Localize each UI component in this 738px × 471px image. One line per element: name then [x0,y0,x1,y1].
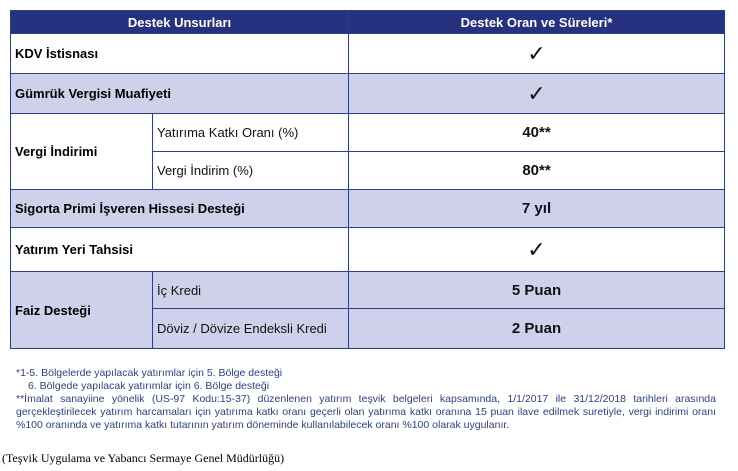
row-label-yatirim-yeri: Yatırım Yeri Tahsisi [11,228,349,272]
table-row [11,228,725,272]
value-sigorta: 7 yıl [349,190,725,228]
table-row [11,114,725,152]
check-icon: ✓ [349,34,725,74]
sub-label-doviz-kredi: Döviz / Dövize Endeksli Kredi [153,309,349,349]
support-table [10,10,725,349]
footnote-2: 6. Bölgede yapılacak yatırımlar için 6. Bölge desteği [28,380,270,392]
table-row [11,272,725,309]
footnote-1: *1-5. Bölgelerde yapılacak yatırımlar için 5. Bölge desteği [16,367,283,379]
row-label-faiz: Faiz Desteği [11,272,153,349]
source-citation: (Teşvik Uygulama ve Yabancı Sermaye Genel Müdürlüğü) [2,451,285,465]
footnotes [16,367,716,432]
sub-label-vergi-indirim: Vergi İndirim (%) [153,152,349,190]
footnote-3: **İmalat sanayiine yönelik (US-97 Kodu:15-37) düzenlenen yatırım teşvik belgeleri kapsamında, 1/1/2017 ile 31/12/2018 tarihleri arasında gerçekleştirilecek yatırım harcamaları için yatırıma katkı oranı geçerli olan yatırıma katkı oranına 15 puan ilave edilmek suretiyle, vergi indirimi oranı %100 oranında ve yatırıma katkı tutarının yatırım döneminde kullanılabilecek oranı %100 olarak uygulanır. [16,393,716,431]
row-label-gumruk: Gümrük Vergisi Muafiyeti [11,74,349,114]
check-icon: ✓ [349,74,725,114]
value-yatirima-katki: 40** [349,114,725,152]
row-label-sigorta: Sigorta Primi İşveren Hissesi Desteği [11,190,349,228]
sub-label-ic-kredi: İç Kredi [153,272,349,309]
row-label-vergi: Vergi İndirimi [11,114,153,190]
support-table-container [10,10,724,349]
header-support-elements: Destek Unsurları [11,11,349,34]
row-label-kdv: KDV İstisnası [11,34,349,74]
table-row [11,74,725,114]
value-ic-kredi: 5 Puan [349,272,725,309]
value-vergi-indirim: 80** [349,152,725,190]
table-row [11,34,725,74]
header-support-rates: Destek Oran ve Süreleri* [349,11,725,34]
check-icon: ✓ [349,228,725,272]
value-doviz-kredi: 2 Puan [349,309,725,349]
sub-label-yatirima-katki: Yatırıma Katkı Oranı (%) [153,114,349,152]
table-row [11,190,725,228]
